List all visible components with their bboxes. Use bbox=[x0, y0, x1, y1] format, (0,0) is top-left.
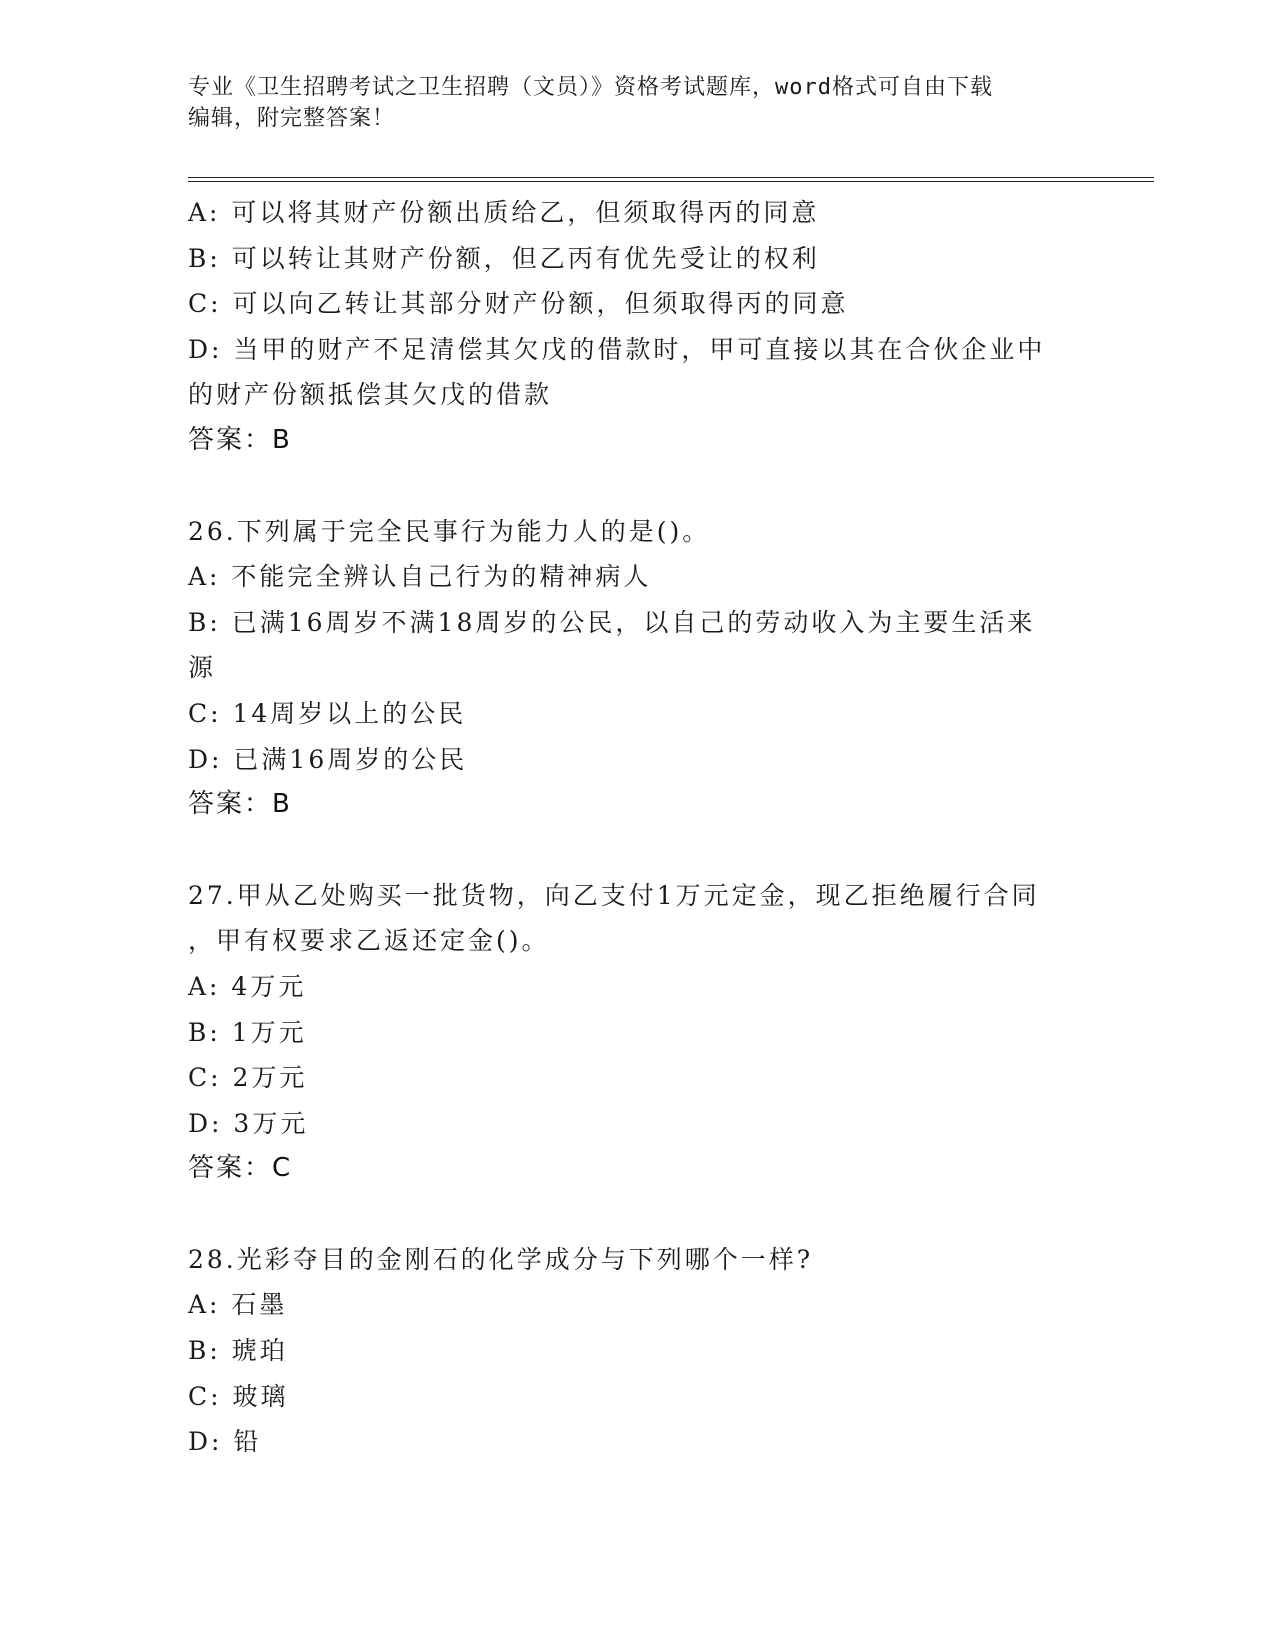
option-c: C: 2万元 bbox=[188, 1063, 308, 1093]
header-line-2: 编辑，附完整答案！ bbox=[188, 106, 396, 131]
option-b-continued: 源 bbox=[188, 653, 217, 683]
option-b: B: 琥珀 bbox=[188, 1336, 288, 1366]
option-a: A: 石墨 bbox=[188, 1290, 288, 1320]
option-b: B: 已满16周岁不满18周岁的公民，以自己的劳动收入为主要生活来 bbox=[188, 607, 1036, 637]
header-line-1: 专业《卫生招聘考试之卫生招聘（文员）》资格考试题库，word格式可自由下载 bbox=[188, 75, 993, 100]
spacer bbox=[188, 464, 1088, 509]
question-26 bbox=[188, 509, 1088, 828]
question-25-options bbox=[188, 190, 1088, 464]
question-stem: 27.甲从乙处购买一批货物，向乙支付1万元定金，现乙拒绝履行合同 bbox=[188, 880, 1040, 910]
spacer bbox=[188, 828, 1088, 873]
option-c: C: 14周岁以上的公民 bbox=[188, 698, 467, 728]
answer-label: 答案：C bbox=[188, 1153, 293, 1184]
option-b: B: 可以转让其财产份额，但乙丙有优先受让的权利 bbox=[188, 243, 820, 273]
header-divider bbox=[188, 177, 1154, 182]
option-b: B: 1万元 bbox=[188, 1017, 307, 1047]
question-list bbox=[188, 190, 1088, 1465]
document-header bbox=[188, 72, 1068, 134]
spacer bbox=[188, 1192, 1088, 1237]
option-d: D: 已满16周岁的公民 bbox=[188, 744, 468, 774]
question-stem: 28.光彩夺目的金刚石的化学成分与下列哪个一样? bbox=[188, 1244, 814, 1274]
question-stem: 26.下列属于完全民事行为能力人的是()。 bbox=[188, 516, 711, 546]
question-27 bbox=[188, 873, 1088, 1192]
option-c: C: 可以向乙转让其部分财产份额，但须取得丙的同意 bbox=[188, 289, 849, 319]
option-a: A: 4万元 bbox=[188, 971, 307, 1001]
option-d: D: 当甲的财产不足清偿其欠戊的借款时，甲可直接以其在合伙企业中 bbox=[188, 334, 1046, 364]
answer-label: 答案：B bbox=[188, 789, 292, 820]
option-a: A: 不能完全辨认自己行为的精神病人 bbox=[188, 562, 652, 592]
option-a: A: 可以将其财产份额出质给乙，但须取得丙的同意 bbox=[188, 198, 820, 227]
option-d-continued: 的财产份额抵偿其欠戊的借款 bbox=[188, 380, 553, 410]
option-d: D: 3万元 bbox=[188, 1108, 309, 1138]
question-stem-continued: ，甲有权要求乙返还定金()。 bbox=[188, 926, 550, 956]
answer-label: 答案：B bbox=[188, 424, 292, 455]
question-28 bbox=[188, 1237, 1088, 1465]
option-c: C: 玻璃 bbox=[188, 1381, 289, 1411]
option-d: D: 铅 bbox=[188, 1427, 262, 1457]
